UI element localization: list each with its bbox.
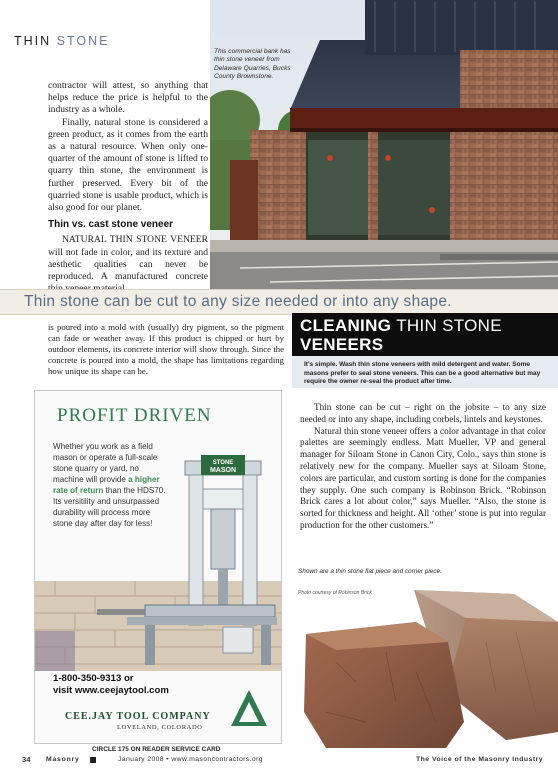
machine-label-bottom: MASON [209,467,237,474]
triangle-logo-icon [229,688,269,728]
ad-contact[interactable] [53,673,169,697]
ad-copy-after: than the HDS70. Its versitility and unsurpassed durability will process more stone day after day for less! [53,486,166,528]
left-column-top [48,80,208,295]
ad-website-link[interactable]: visit www.ceejaytool.com [53,685,169,696]
ad-company-name: CEE.JAY TOOL COMPANY [65,711,211,722]
paragraph: Thin stone can be cut – right on the jobsite – to any size needed or into any shape, including corbels, lintels and keystones. [300,402,546,424]
bank-building-photo [210,0,558,290]
bank-photo-caption: This commercial bank has thin stone veneer from Delaware Quarries, Bucks County Brownstone. [214,48,291,81]
paragraph: NATURAL THIN STONE VENEER will not fade in color, and its texture and aesthetic qualities can never be reproduced. A manufactured concrete [48,234,208,283]
page-footer [0,755,558,769]
left-column-bottom [48,322,284,377]
ceejay-logo [53,702,265,736]
section-header-accent: STONE [56,34,110,48]
paragraph: is poured into a mold with (usually) dry pigment, so the pigment can fade or weather away. If this product is chipped or hurt by outdoor elements, its concrete interior will show through. Since the concrete is poured into a mold, the shape has limitations regarding how unique its shape can be. [48,322,284,376]
ad-copy-highlight: a higher rate of return [53,475,160,495]
sidebar-title [292,313,558,356]
magazine-name: Masonry [46,756,80,763]
ad-copy-before: Whether you work as a field mason or operate a full-scale stone quarry or yard, no machine will provide [53,442,158,484]
pull-quote: Thin stone can be cut to any size needed or into any shape. [0,289,558,315]
square-bullet-icon [90,757,96,763]
reader-service-note: CIRCLE 175 ON READER SERVICE CARD [92,746,221,753]
stone-photo-caption: Shown are a thin stone flat piece and corner piece. [298,568,442,575]
sidebar-title-thin: THIN STONE [396,316,502,335]
ad-phone[interactable]: 1-800-350-9313 or [53,673,134,684]
issue-date-url: January 2008 • www.masoncontractors.org [118,756,263,763]
machine-label-top: STONE [212,460,234,466]
ad-company-location: LOVELAND, COLORADO [117,724,203,731]
sidebar-title-bold: CLEANING [300,316,397,335]
subheading: Thin vs. cast stone veneer [48,219,174,231]
ad-headline: PROFIT DRIVEN [57,405,212,426]
magazine-tagline: The Voice of the Masonry Industry [416,756,544,763]
stone-photo-credit: Photo courtesy of Robinson Brick [298,590,372,596]
paragraph: Natural thin stone veneer offers a color advantage in that color palettes are seemingly endless. Matt Mueller, VP and general manager for Siloam Stone in Canon City, Colo., says thin stone is relatively new for the company. Mueller says at Siloam Stone, colors are particular, and custom sorting is done for the companies they supply. One such company is Robinson Brick. “Robinson Brick cares a lot about color,” says Mueller. “Also, the stone is sorted for thickness and height. All ‘other’ stone is put into regular production for the other customers.” [300,425,546,530]
sidebar-body: It's simple. Wash thin stone veneers with mild detergent and water. Some masons prefer to seal stone veneers. This can be a good alternative but may require the owner re-seal the product after time. [292,356,558,388]
advertisement[interactable] [34,390,282,744]
right-column [300,402,546,532]
paragraph: contractor will attest, so anything that helps reduce the price is helpful to the industry as a whole. [48,80,208,116]
stone-mason-machine-image [35,431,282,671]
paragraph: Finally, natural stone is considered a green product, as it comes from the earth as a natural resource. When only one-quarter of the amount of stone is lifted to quarry thin stone, the environment is further preserved. Every bit of the quarried stone is usable product, which is also good for our planet. [48,116,208,214]
thin-stone-photo [296,572,558,750]
section-header [14,34,109,48]
section-header-main: THIN [14,34,57,48]
sidebar-title-line2: VENEERS [300,335,384,354]
page-number: 34 [22,755,31,764]
